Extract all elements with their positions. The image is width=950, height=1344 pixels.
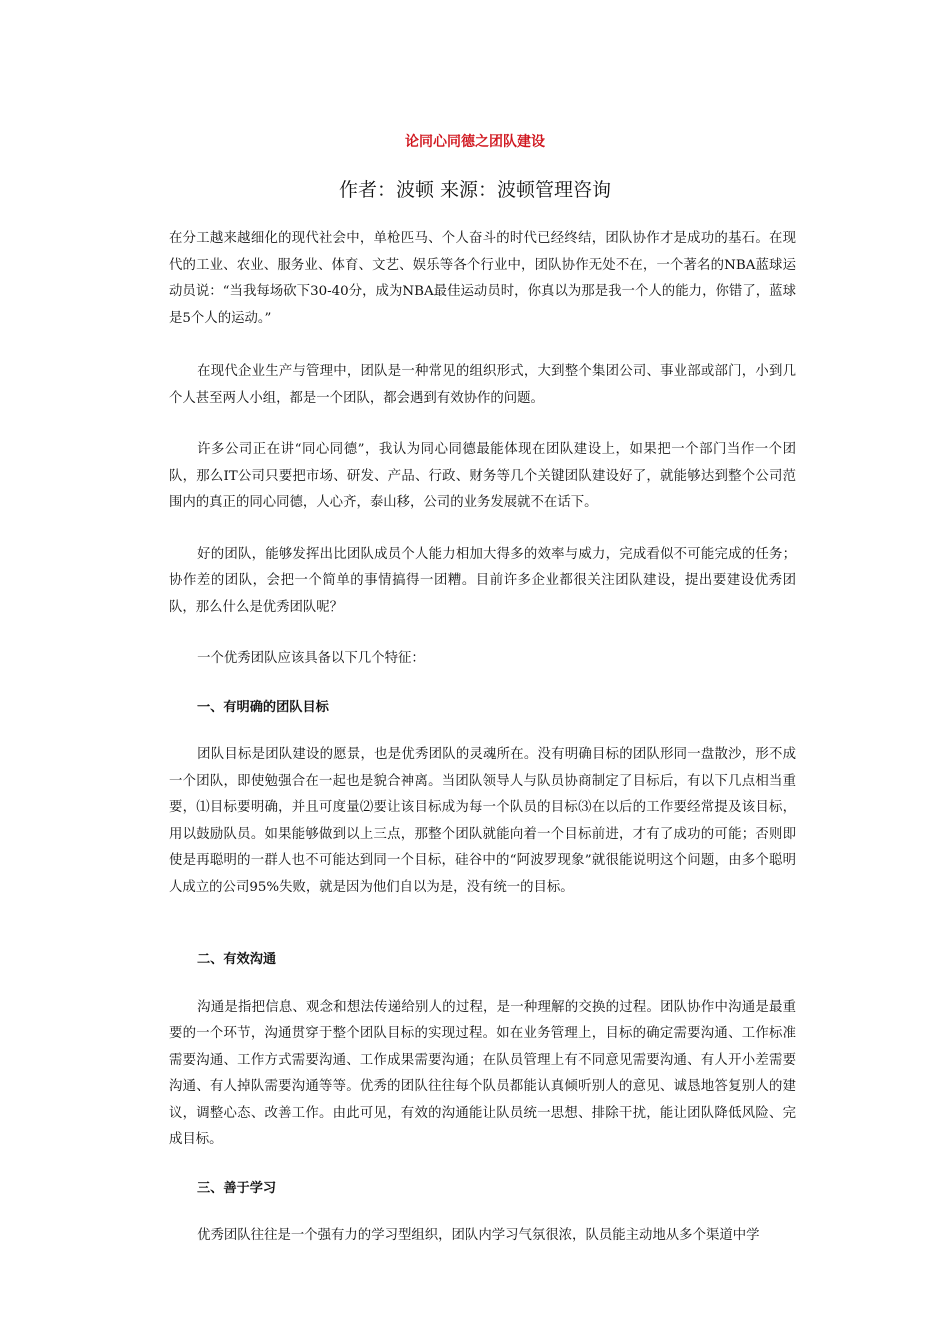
paragraph-good-team: 好的团队，能够发挥出比团队成员个人能力相加大得多的效率与威力，完成看似不可能完成的任务；协作差的团队，会把一个简单的事情搞得一团糟。目前许多企业都很关注团队建设，提出要建设优秀团队，那么什么是优秀团队呢？ bbox=[169, 546, 796, 615]
paragraph-features: 一个优秀团队应该具备以下几个特征： bbox=[197, 651, 425, 666]
section-heading-communication: 二、有效沟通 bbox=[197, 952, 277, 967]
section-heading-learning: 三、善于学习 bbox=[197, 1180, 277, 1196]
paragraph-team-form: 在现代企业生产与管理中，团队是一种常见的组织形式，大到整个集团公司、事业部或部门，小到几个人甚至两人小组，都是一个团队，都会遇到有效协作的问题。 bbox=[169, 364, 796, 406]
section-text-communication: 沟通是指把信息、观念和想法传递给别人的过程，是一种理解的交换的过程。团队协作中沟通是最重要的一个环节，沟通贯穿于整个团队目标的实现过程。如在业务管理上，目标的确定需要沟通、工作标准需要沟通、工作方式需要沟通、工作成果需要沟通；在队员管理上有不同意见需要沟通、有人开小差需要沟通、有人掉队需要沟通等等。优秀的团队往往每个队员都能认真倾听别人的意见、诚恳地答复别人的建议，调整心态、改善工作。由此可见，有效的沟通能让队员统一思想、排除干扰，能让团队降低风险、完成目标。 bbox=[169, 999, 796, 1147]
paragraph-intro: 在分工越来越细化的现代社会中，单枪匹马、个人奋斗的时代已经终结，团队协作才是成功的基石。在现代的工业、农业、服务业、体育、文艺、娱乐等各个行业中，团队协作无处不在，一个著名的NBA蓝球运动员说：“当我每场砍下30-40分，成为NBA最佳运动员时，你真以为那是我一个人的能力，你错了，蓝球是5个人的运动。” bbox=[169, 231, 796, 326]
document-title: 论同心同德之团队建设 bbox=[405, 134, 545, 150]
document-byline: 作者：波顿 来源：波顿管理咨询 bbox=[338, 179, 612, 201]
section-text-goals: 团队目标是团队建设的愿景，也是优秀团队的灵魂所在。没有明确目标的团队形同一盘散沙，形不成一个团队，即使勉强合在一起也是貌合神离。当团队领导人与队员协商制定了目标后，有以下几点相当重要，⑴目标要明确，并且可度量⑵要让该目标成为每一个队员的目标⑶在以后的工作要经常提及该目标，用以鼓励队员。如果能够做到以上三点，那整个团队就能向着一个目标前进，才有了成功的可能；否则即使是再聪明的一群人也不可能达到同一个目标，硅谷中的“阿波罗现象”就很能说明这个问题，由多个聪明人成立的公司95%失败，就是因为他们自以为是，没有统一的目标。 bbox=[169, 747, 796, 895]
section-heading-goals: 一、有明确的团队目标 bbox=[197, 699, 329, 715]
section-text-learning: 优秀团队往往是一个强有力的学习型组织，团队内学习气氛很浓，队员能主动地从多个渠道中学 bbox=[197, 1228, 760, 1243]
paragraph-tongxin: 许多公司正在讲“同心同德”，我认为同心同德最能体现在团队建设上，如果把一个部门当作一个团队，那么IT公司只要把市场、研发、产品、行政、财务等几个关键团队建设好了，就能够达到整个公司范围内的真正的同心同德，人心齐，泰山移，公司的业务发展就不在话下。 bbox=[169, 442, 796, 510]
document-body bbox=[169, 226, 796, 1250]
